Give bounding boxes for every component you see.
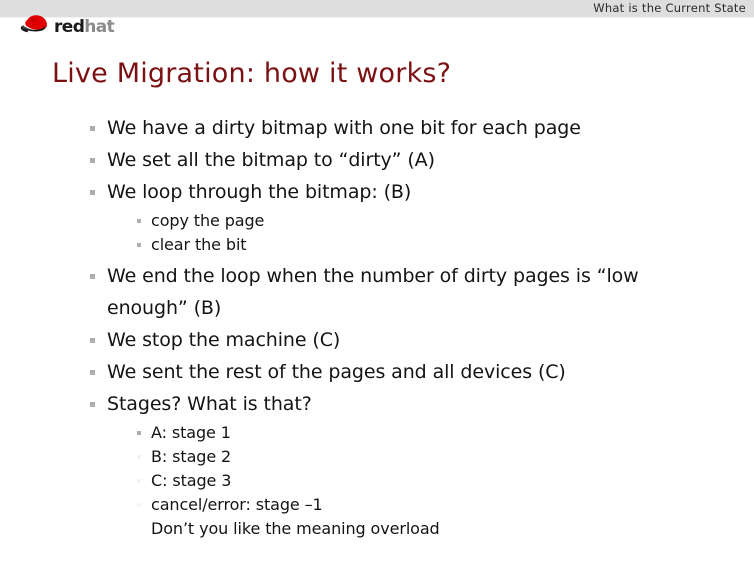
bullet-square-icon xyxy=(90,190,95,195)
bullet-label: Stages? What is that? xyxy=(107,393,312,415)
bullet-square-icon xyxy=(90,338,95,343)
sub-bullet-label: clear the bit xyxy=(151,235,247,254)
sub-bullet-label: copy the page xyxy=(151,211,265,230)
bullet-list xyxy=(0,112,754,541)
bullet-item xyxy=(0,356,754,388)
sub-bullet-item xyxy=(107,233,754,257)
bullet-item xyxy=(0,112,754,144)
bullet-item xyxy=(0,324,754,356)
bullet-square-icon xyxy=(137,431,141,435)
sub-bullet-item xyxy=(107,493,754,517)
bullet-label: We sent the rest of the pages and all devices (C) xyxy=(107,361,566,383)
logo-word-red: red xyxy=(54,17,85,37)
logo-word-hat: hat xyxy=(84,17,115,37)
sub-bullet-item xyxy=(107,421,754,445)
sub-bullet-item xyxy=(107,517,754,541)
bullet-label: We end the loop when the number of dirty pages is “low enough” (B) xyxy=(107,265,639,319)
redhat-logo xyxy=(19,12,114,38)
sub-bullet-item xyxy=(107,445,754,469)
page-title: Live Migration: how it works? xyxy=(52,58,452,89)
bullet-label: We loop through the bitmap: (B) xyxy=(107,181,412,203)
bullet-square-icon xyxy=(90,274,95,279)
section-title: What is the Current State xyxy=(593,1,746,15)
bullet-square-icon xyxy=(137,503,141,507)
sub-bullet-item xyxy=(107,209,754,233)
bullet-square-icon xyxy=(137,455,141,459)
bullet-square-icon xyxy=(90,126,95,131)
bullet-square-icon xyxy=(137,243,141,247)
sub-bullet-label: cancel/error: stage –1 xyxy=(151,495,323,514)
bullet-item xyxy=(0,176,754,257)
bullet-item xyxy=(0,144,754,176)
bullet-square-icon xyxy=(90,402,95,407)
bullet-item xyxy=(0,388,754,541)
redhat-shadowman-icon xyxy=(19,14,53,38)
bullet-square-icon xyxy=(90,158,95,163)
bullet-label: We stop the machine (C) xyxy=(107,329,341,351)
sub-bullet-list xyxy=(107,421,754,541)
bullet-square-icon xyxy=(90,370,95,375)
bullet-label: We have a dirty bitmap with one bit for each page xyxy=(107,117,581,139)
bullet-square-icon xyxy=(137,479,141,483)
sub-bullet-label: A: stage 1 xyxy=(151,423,231,442)
slide-content xyxy=(0,112,754,544)
sub-bullet-label: C: stage 3 xyxy=(151,471,232,490)
bullet-square-icon xyxy=(137,219,141,223)
redhat-wordmark xyxy=(54,19,114,36)
bullet-item xyxy=(0,260,754,324)
sub-bullet-item xyxy=(107,469,754,493)
sub-bullet-label: Don’t you like the meaning overload xyxy=(151,519,440,538)
sub-bullet-list xyxy=(107,209,754,257)
sub-bullet-label: B: stage 2 xyxy=(151,447,232,466)
bullet-label: We set all the bitmap to “dirty” (A) xyxy=(107,149,435,171)
